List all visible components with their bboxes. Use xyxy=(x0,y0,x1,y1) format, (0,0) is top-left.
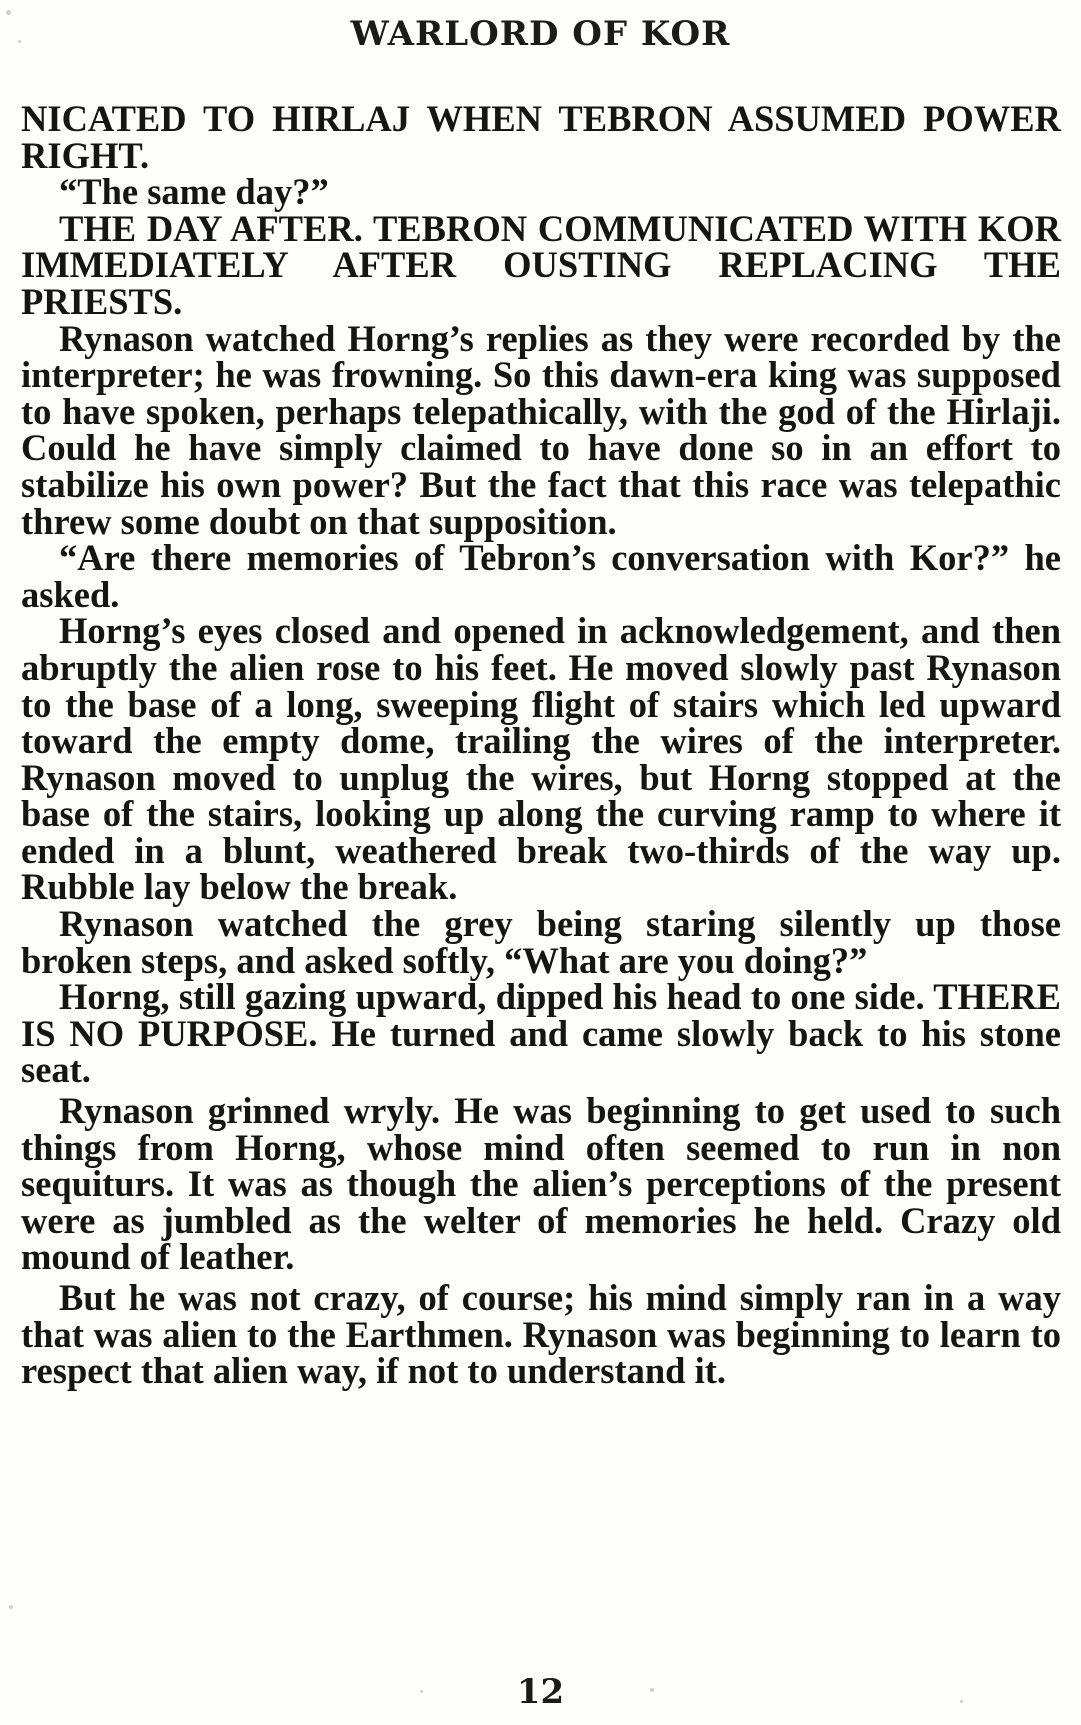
paragraph: But he was not crazy, of course; his mind simply ran in a way that was alien to the Earthmen. Rynason was beginning to learn to respect that alien way, if not to understand it. xyxy=(21,1277,1061,1392)
print-speck xyxy=(18,40,21,43)
print-speck xyxy=(650,1688,654,1692)
print-speck xyxy=(960,1700,963,1703)
paragraph: Horng, still gazing upward, dipped his head to one side. THERE IS NO PURPOSE. He turned and came slowly back to his stone seat. xyxy=(21,976,1061,1091)
paragraph: Horng’s eyes closed and opened in acknowledgement, and then abruptly the alien rose to his feet. He moved slowly past Rynason to the base of a long, sweeping flight of stairs which led upward toward the empty dome, trailing the wires of the interpreter. Rynason moved to unplug the wires, but Horng stopped at the base of the stairs, looking up along the curving ramp to where it ended in a blunt, weathered break two-thirds of the way up. Rubble lay below the break. xyxy=(21,610,1061,908)
running-head: WARLORD OF KOR xyxy=(350,14,731,54)
paragraph: Rynason grinned wryly. He was beginning to get used to such things from Horng, whose mind often seemed to run in non sequiturs. It was as though the alien’s perceptions of the present were as jumbled as the welter of memories he held. Crazy old mound of leather. xyxy=(21,1090,1061,1278)
print-speck xyxy=(9,1605,13,1609)
print-speck xyxy=(6,10,11,15)
paragraph: THE DAY AFTER. TEBRON COMMUNICATED WITH KOR IMMEDIATELY AFTER OUSTING REPLACING THE PRIESTS. xyxy=(21,207,1061,322)
paragraph: Rynason watched Horng’s replies as they were recorded by the interpreter; he was frowning. So this dawn-era king was supposed to have spoken, perhaps telepathically, with the god of the Hirlaji. Could he have simply claimed to have done so in an effort to stabilize his own power? But the fact that this race was telepathic threw some doubt on that supposition. xyxy=(21,317,1061,542)
print-speck xyxy=(420,1690,423,1693)
paragraph: “Are there memories of Tebron’s conversation with Kor?” he asked. xyxy=(21,537,1061,615)
body-text xyxy=(21,98,1061,1392)
paragraph: NICATED TO HIRLAJ WHEN TEBRON ASSUMED POWER RIGHT. xyxy=(21,98,1061,176)
paragraph: Rynason watched the grey being staring silently up those broken steps, and asked softly, “What are you doing?” xyxy=(21,903,1061,981)
page-number: 12 xyxy=(516,1672,565,1712)
paragraph: “The same day?” xyxy=(59,171,329,213)
